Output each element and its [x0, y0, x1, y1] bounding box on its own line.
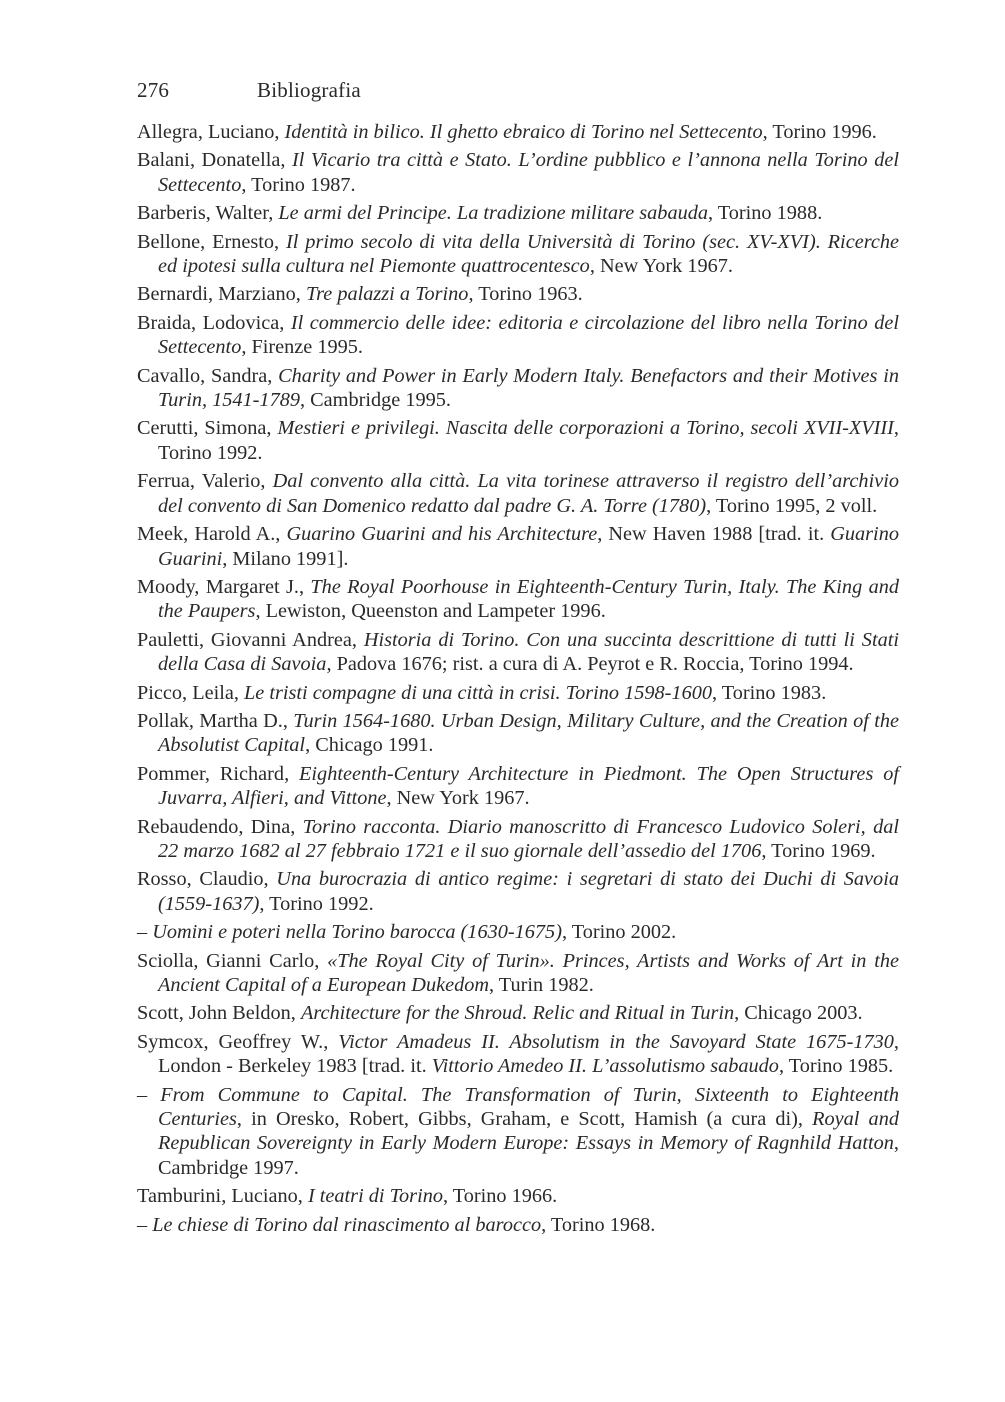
entry-title: Mestieri e privilegi. Nascita delle corporazioni a Torino, secoli XVII-XVIII: [277, 417, 894, 440]
bibliography-entry: [137, 364, 899, 413]
bibliography-entry: [137, 311, 899, 360]
bibliography-entry: [137, 469, 899, 518]
entry-publication: , Torino 1983.: [712, 681, 827, 704]
entry-author: Allegra, Luciano,: [137, 121, 285, 143]
bibliography-entry: [137, 1083, 899, 1181]
entry-publication: , Torino 1995, 2 voll.: [706, 494, 878, 517]
entry-author: Tamburini, Luciano,: [137, 1185, 308, 1208]
entry-title: I teatri di Torino: [307, 1185, 443, 1208]
bibliography-entry: [137, 282, 899, 306]
entry-title-secondary: Vittorio Amedeo II. L’assolutismo sabaudo: [431, 1055, 779, 1078]
bibliography-entry: [137, 120, 899, 144]
entry-title: The Royal Poorhouse in Eighteenth-Century Turin, Italy. The King and the Paupers: [158, 575, 899, 623]
bibliography-entry: [137, 575, 899, 624]
entry-title: «The Royal City of Turin». Princes, Artists and Works of Art in the Ancient Capital of a European Dukedom: [158, 949, 899, 996]
entry-author: Rebaudendo, Dina,: [137, 815, 303, 838]
entry-title: Historia di Torino. Con una succinta descrittione di tutti li Stati della Casa di Savoia: [158, 628, 899, 676]
entry-publication: , Chicago 1991.: [305, 734, 434, 757]
entry-publication: , Torino 1992.: [158, 417, 899, 464]
entry-title: Le armi del Principe. La tradizione militare sabauda: [278, 202, 709, 225]
bibliography-entry: [137, 230, 899, 279]
page-number: 276: [137, 78, 170, 102]
entry-author: –: [137, 1213, 153, 1236]
section-title: Bibliografia: [257, 78, 361, 102]
entry-publication: , Torino 1996.: [762, 121, 877, 143]
bibliography-entry: [137, 1030, 899, 1079]
entry-publication: , New York 1967.: [386, 787, 530, 810]
bibliography-entry: [137, 681, 899, 705]
entry-publication: , Torino 1988.: [708, 202, 823, 225]
bibliography-entry: [137, 709, 899, 758]
entry-author: Balani, Donatella,: [137, 149, 292, 172]
entry-title: Victor Amadeus II. Absolutism in the Savoyard State 1675-1730: [338, 1030, 894, 1053]
entry-publication: , New Haven 1988 [trad. it.: [597, 523, 831, 546]
entry-publication: , Torino 1992.: [259, 892, 374, 915]
entry-publication: , Cambridge 1995.: [300, 389, 451, 412]
entry-publication-secondary: , Cambridge 1997.: [158, 1132, 899, 1179]
entry-author: –: [137, 921, 153, 944]
entry-title: Il commercio delle idee: editoria e circolazione del libro nella Torino del Settecento: [158, 311, 899, 359]
entry-title: Le tristi compagne di una città in crisi. Torino 1598-1600: [244, 681, 712, 704]
entry-publication: , Chicago 2003.: [734, 1002, 863, 1025]
entry-author: Symcox, Geoffrey W.,: [137, 1030, 339, 1053]
entry-publication: , London - Berkeley 1983 [trad. it.: [158, 1030, 899, 1078]
entry-author: Cerutti, Simona,: [137, 417, 278, 440]
entry-author: Scott, John Beldon,: [137, 1002, 301, 1025]
entry-publication: , New York 1967.: [589, 255, 733, 278]
bibliography-entry: [137, 949, 899, 998]
entry-publication-secondary: , Torino 1985.: [778, 1055, 894, 1078]
entry-author: Pommer, Richard,: [137, 762, 300, 785]
entry-title-secondary: Royal and Republican Sovereignty in Early Modern Europe: Essays in Memory of Ragnhild Hatton: [158, 1108, 899, 1155]
bibliography-entry: [137, 867, 899, 916]
entry-title: Turin 1564-1680. Urban Design, Military Culture, and the Creation of the Absolutist Capital: [158, 709, 900, 757]
bibliography-entry: [137, 201, 899, 225]
bibliography-entry: [137, 416, 899, 465]
entry-publication: , Torino 1966.: [442, 1185, 558, 1208]
entry-author: Braida, Lodovica,: [137, 311, 291, 334]
bibliography-entry: [137, 1184, 899, 1208]
entry-title: Il primo secolo di vita della Università di Torino (sec. XV-XVI). Ricerche ed ipotesi sulla cultura nel Piemonte quattrocentesco: [158, 230, 899, 278]
entry-title: Charity and Power in Early Modern Italy. Benefactors and their Motives in Turin, 1541-1789: [158, 364, 899, 412]
bibliography-entry: [137, 148, 899, 197]
entry-title: From Commune to Capital. The Transformation of Turin, Sixteenth to Eighteenth Centuries: [158, 1083, 899, 1131]
entry-author: Sciolla, Gianni Carlo,: [137, 949, 328, 972]
bibliography-list: [137, 120, 899, 1241]
entry-author: Meek, Harold A.,: [137, 523, 287, 546]
entry-author: Picco, Leila,: [137, 681, 245, 704]
entry-author: Bernardi, Marziano,: [137, 283, 306, 306]
entry-publication: , Torino 1987.: [241, 173, 356, 196]
entry-author: Barberis, Walter,: [137, 202, 279, 225]
bibliography-entry: [137, 920, 899, 944]
running-head: [137, 78, 361, 103]
entry-author: Bellone, Ernesto,: [137, 230, 286, 253]
entry-publication: , Torino 1968.: [541, 1213, 656, 1236]
entry-title: Una burocrazia di antico regime: i segretari di stato dei Duchi di Savoia (1559-1637): [158, 868, 899, 915]
entry-title-secondary: Guarino Guarini: [158, 523, 899, 570]
entry-publication: , Torino 2002.: [561, 921, 677, 944]
entry-author: Pollak, Martha D.,: [137, 709, 294, 732]
entry-title: Le chiese di Torino dal rinascimento al barocco: [152, 1213, 542, 1236]
bibliography-entry: [137, 628, 899, 677]
entry-author: Rosso, Claudio,: [137, 868, 277, 891]
entry-title: Guarino Guarini and his Architecture: [286, 523, 598, 546]
entry-title: Architecture for the Shroud. Relic and Ritual in Turin: [300, 1002, 735, 1025]
entry-publication: , Torino 1963.: [468, 283, 583, 306]
bibliography-entry: [137, 522, 899, 571]
entry-publication: , Torino 1969.: [761, 839, 876, 862]
entry-publication: , Firenze 1995.: [241, 336, 364, 359]
entry-publication-secondary: , Milano 1991].: [222, 547, 349, 570]
bibliography-entry: [137, 815, 899, 864]
entry-author: Moody, Margaret J.,: [137, 575, 311, 598]
entry-publication: , Padova 1676; rist. a cura di A. Peyrot e R. Roccia, Torino 1994.: [326, 653, 854, 676]
entry-publication: , Lewiston, Queenston and Lampeter 1996.: [255, 600, 606, 623]
entry-author: Cavallo, Sandra,: [137, 364, 279, 387]
entry-title: Il Vicario tra città e Stato. L’ordine pubblico e l’annona nella Torino del Settecento: [158, 149, 900, 196]
entry-title: Uomini e poteri nella Torino barocca (1630-1675): [152, 921, 562, 944]
entry-title: Torino racconta. Diario manoscritto di Francesco Ludovico Soleri, dal 22 marzo 1682 al 27 febbraio 1721 e il suo giornale dell’assedio del 1706: [158, 815, 899, 862]
entry-title: Identità in bilico. Il ghetto ebraico di Torino nel Settecento: [284, 121, 763, 143]
entry-title: Dal convento alla città. La vita torinese attraverso il registro dell’archivio del convento di San Domenico redatto dal padre G. A. Torre (1780): [158, 470, 899, 517]
entry-title: Tre palazzi a Torino: [305, 283, 469, 306]
entry-publication: , in Oresko, Robert, Gibbs, Graham, e Scott, Hamish (a cura di),: [236, 1108, 813, 1131]
bibliography-entry: [137, 1213, 899, 1237]
entry-author: –: [137, 1083, 161, 1106]
entry-title: Eighteenth-Century Architecture in Piedmont. The Open Structures of Juvarra, Alfieri, and Vittone: [158, 762, 899, 810]
entry-author: Pauletti, Giovanni Andrea,: [137, 628, 364, 651]
bibliography-entry: [137, 1001, 899, 1025]
entry-publication: , Turin 1982.: [489, 974, 594, 996]
bibliography-entry: [137, 762, 899, 811]
entry-author: Ferrua, Valerio,: [137, 470, 273, 493]
